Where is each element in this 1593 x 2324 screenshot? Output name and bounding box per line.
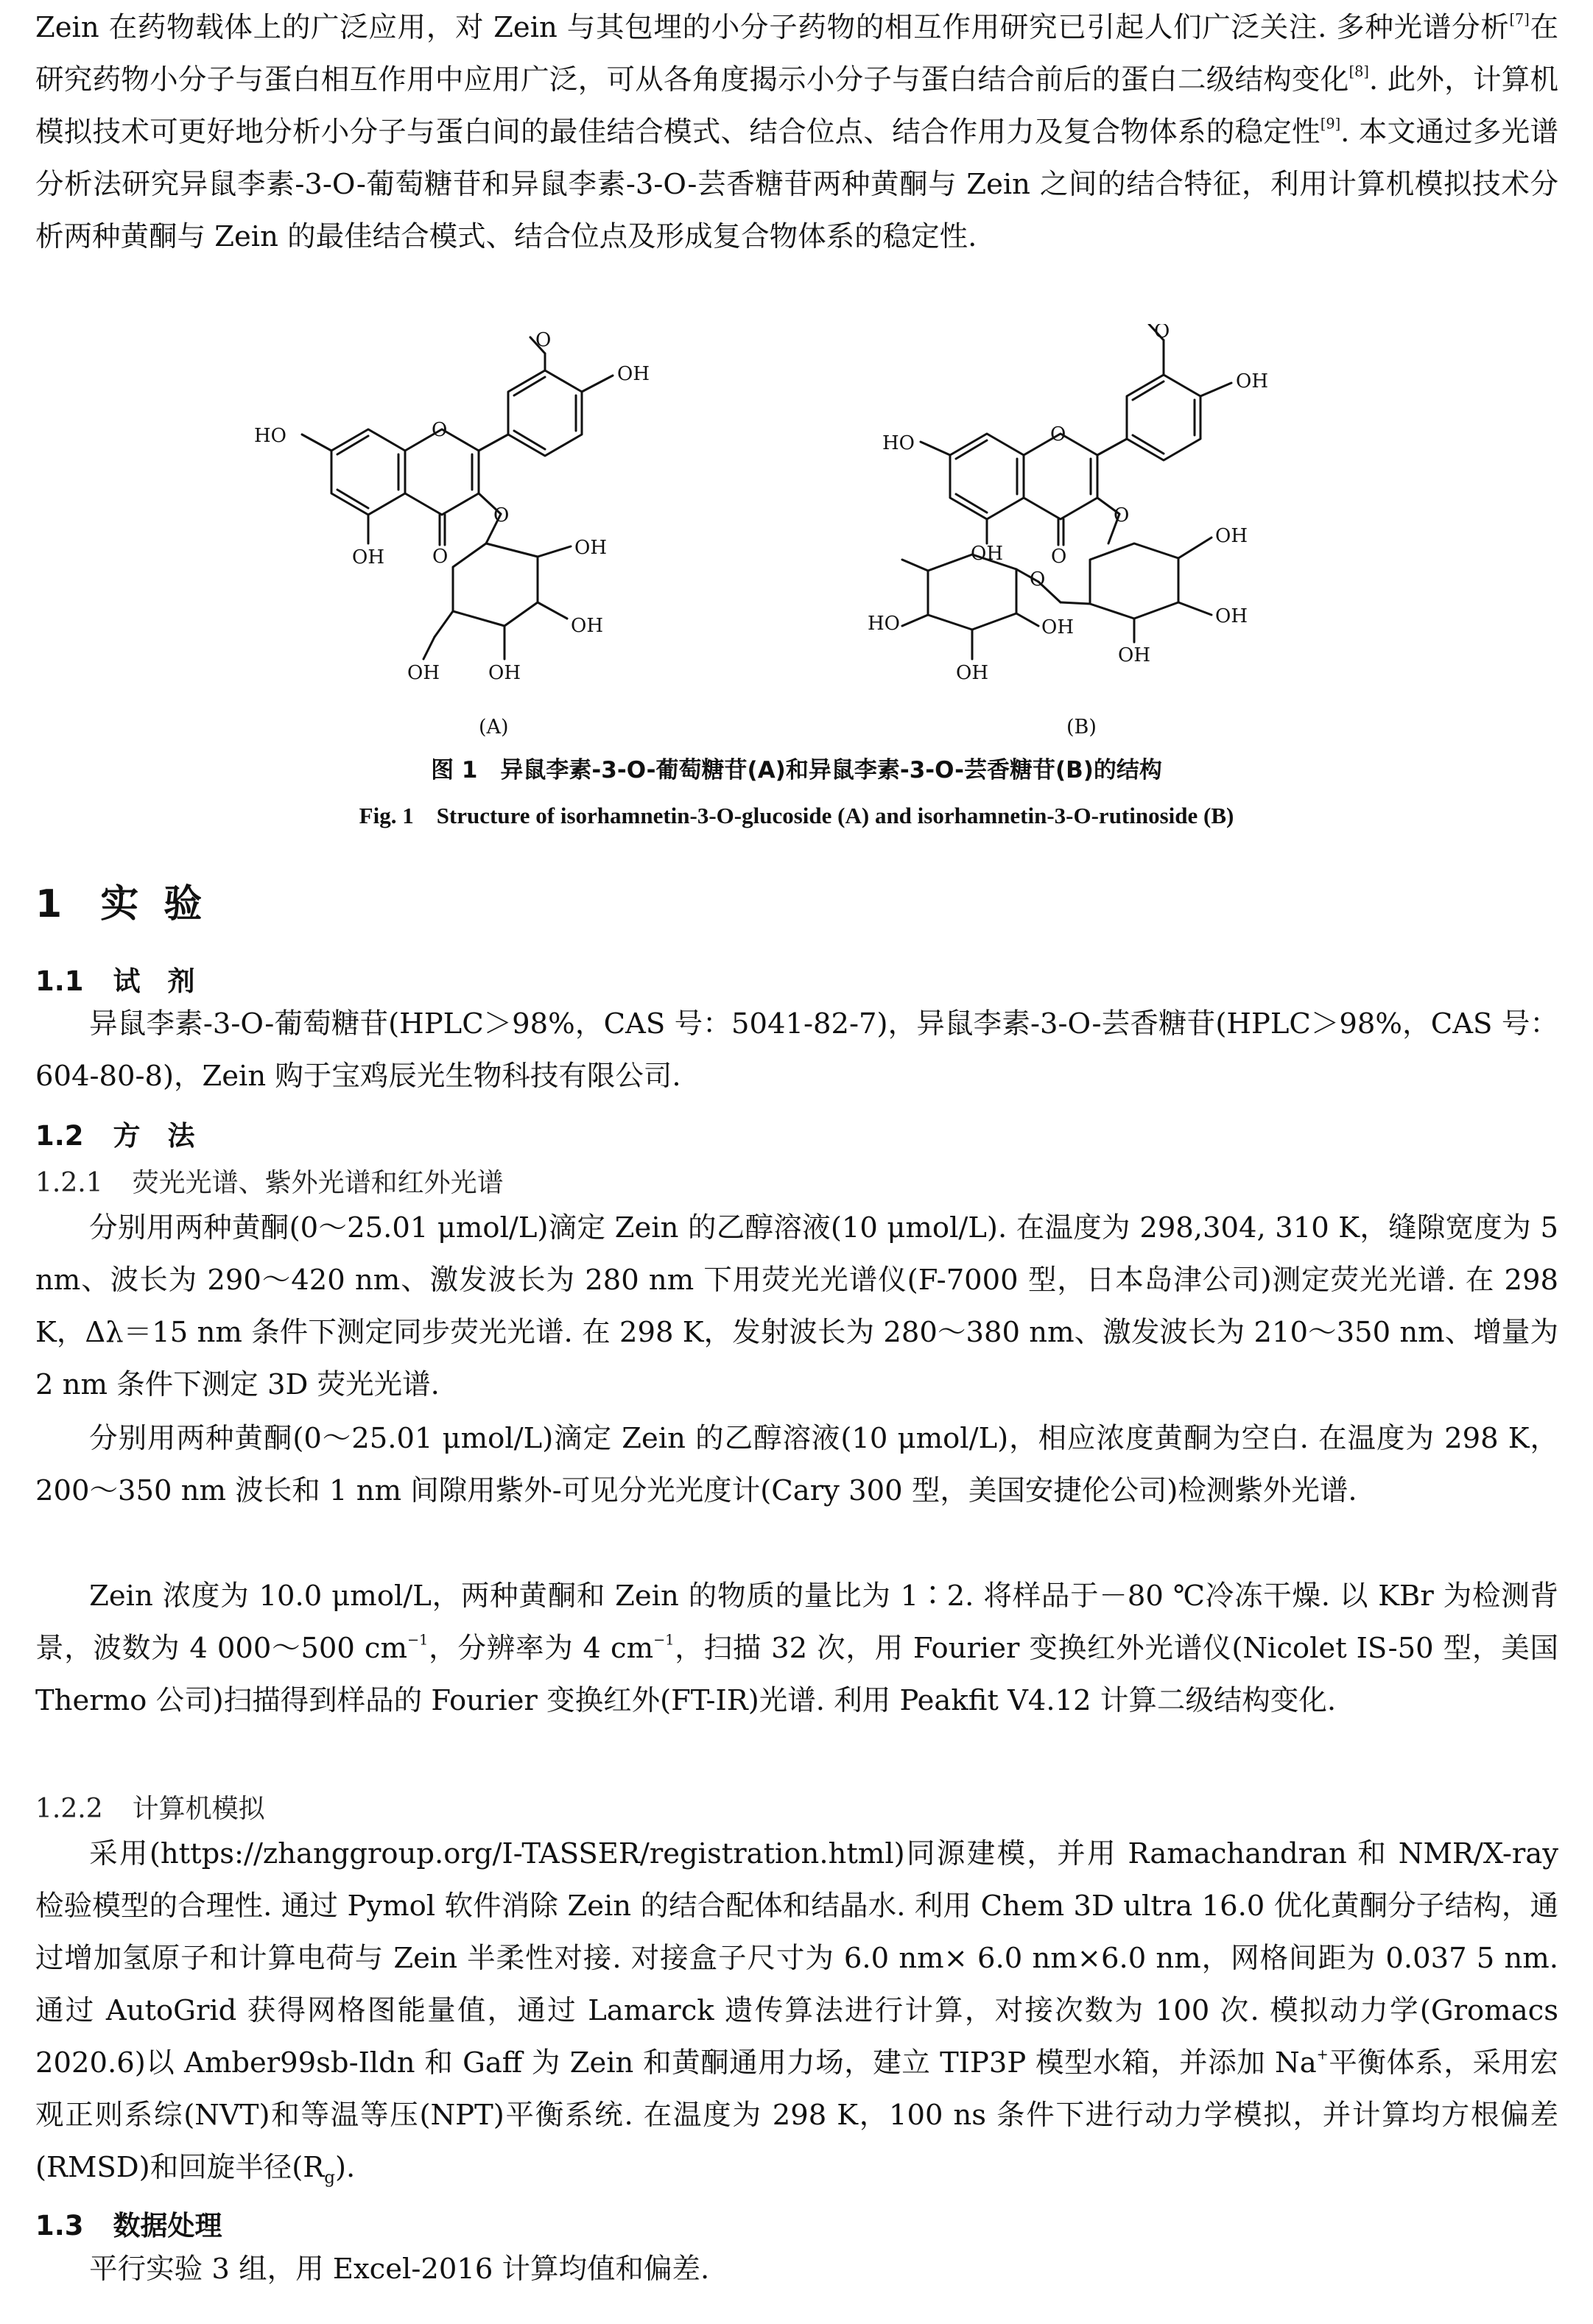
subsection-number: 1.2 [35, 1120, 84, 1152]
section-heading-1 [35, 873, 208, 928]
panel-label-a: (A) [479, 716, 509, 739]
simulation-text-a: 采用(https://zhanggroup.org/I-TASSER/registration.html)同源建模，并用 Ramachandran 和 NMR/X-ray 检验模型的合理性. 通过 Pymol 软件消除 Zein 的结合配体和结晶水. 利用 Chem 3D ultra 16.0 优化黄酮分子结构，通过增加氢原子和计算电荷与 Zein 半柔性对接. 对接盒子尺寸为 6.0 nm× 6.0 nm×6.0 nm，网格间距为 0.037 5 nm. 通过 AutoGrid 获得网格图能量值，通过 Lamarck 遗传算法进行计算，对接次数为 100 次. 模拟动力学(Gromacs 2020.6)以 Amber99sb-Ildn 和 Gaff 为 Zein 和黄酮通用力场，建立 TIP3P 模型水箱，并添加 Na [35, 1837, 1558, 2080]
intro-text-d: . 本文通过多光谱分析法研究异鼠李素-3-O-葡萄糖苷和异鼠李素-3-O-芸香糖苷两种黄酮与 Zein 之间的结合特征，利用计算机模拟技术分析两种黄酮与 Zein 的最佳结合模式、结合位点及形成复合物体系的稳定性. [35, 116, 1558, 253]
superscript: −1 [407, 1631, 429, 1649]
figure-1 [0, 324, 1593, 751]
subsection-number: 1.1 [35, 965, 84, 997]
method-paragraph-simulation [35, 1828, 1558, 2194]
section-number: 1 [35, 882, 68, 926]
intro-text-a: Zein 在药物载体上的广泛应用，对 Zein 与其包埋的小分子药物的相互作用研究已引起人们广泛关注. 多种光谱分析 [35, 11, 1510, 44]
atom-label: O [1030, 568, 1046, 591]
atom-label: O [1050, 423, 1066, 446]
subsubsection-number: 1.2.2 [35, 1794, 103, 1824]
data-processing-paragraph: 平行实验 3 组，用 Excel-2016 计算均值和偏差. [89, 2253, 710, 2286]
atom-label: OH [407, 662, 440, 684]
atom-label: OH [1118, 644, 1150, 666]
subsection-title: 数据处理 [113, 2210, 222, 2242]
panel-label-b: (B) [1066, 716, 1097, 739]
intro-text-c: . 此外，计算机模拟技术可更好地分析小分子与蛋白间的最佳结合模式、结合位点、结合作用力及复合物体系的稳定性 [35, 63, 1558, 149]
atom-label: O [535, 329, 552, 351]
structure-b-bonds [902, 324, 1231, 659]
atom-label: O [432, 546, 449, 568]
figure-caption-en: Fig. 1 Structure of isorhamnetin-3-O-glucoside (A) and isorhamnetin-3-O-rutinoside (B) [359, 803, 1234, 828]
atom-label: OH [352, 546, 384, 568]
figure-caption-cn: 图 1 异鼠李素-3-O-葡萄糖苷(A)和异鼠李素-3-O-芸香糖苷(B)的结构 [431, 757, 1162, 784]
superscript: + [1316, 2046, 1329, 2063]
subsubsection-title: 计算机模拟 [132, 1794, 265, 1824]
superscript: −1 [653, 1631, 675, 1649]
subsubsection-heading-1-2-2 [35, 1788, 265, 1825]
subsection-title: 试 剂 [113, 965, 195, 997]
structure-b-labels [868, 324, 1268, 684]
structure-a-labels [254, 329, 650, 684]
subsection-heading-1-2 [35, 1113, 195, 1153]
atom-label: OH [1041, 616, 1074, 638]
chemical-structures [0, 324, 1593, 751]
subsection-heading-1-1 [35, 959, 195, 999]
atom-label: O [1114, 504, 1130, 527]
atom-label: HO [882, 432, 915, 454]
atom-label: OH [1236, 370, 1268, 392]
citation-8[interactable]: [8] [1348, 63, 1369, 80]
atom-label: HO [254, 425, 286, 447]
subsubsection-number: 1.2.1 [35, 1168, 103, 1198]
simulation-text-b: 平衡体系，采用宏观正则系综(NVT)和等温等压(NPT)平衡系统. 在温度为 298 K，100 ns 条件下进行动力学模拟，并计算均方根偏差(RMSD)和回旋半径(R [35, 2046, 1558, 2184]
intro-text-b: 在研究药物小分子与蛋白相互作用中应用广泛，可从各角度揭示小分子与蛋白结合前后的蛋白二级结构变化 [35, 11, 1558, 96]
atom-label: HO [868, 613, 900, 635]
subsection-title: 方 法 [113, 1120, 195, 1152]
structure-a-bonds [302, 337, 613, 659]
subsubsection-heading-1-2-1 [35, 1162, 504, 1200]
method-paragraph-fluorescence: 分别用两种黄酮(0～25.01 μmol/L)滴定 Zein 的乙醇溶液(10 μmol/L). 在温度为 298,304, 310 K，缝隙宽度为 5 nm、波长为 290～420 nm、激发波长为 280 nm 下用荧光光谱仪(F-7000 型，日本岛津公司)测定荧光光谱. 在 298 K，Δλ＝15 nm 条件下测定同步荧光光谱. 在 298 K，发射波长为 280～380 nm、激发波长为 210～350 nm、增量为 2 nm 条件下测定 3D 荧光光谱. [35, 1211, 1558, 1401]
ftir-text-a: Zein 浓度为 10.0 μmol/L，两种黄酮和 Zein 的物质的量比为 1∶2. 将样品于－80 ℃冷冻干燥. 以 KBr 为检测背景，波数为 4 000～500 cm [35, 1580, 1558, 1665]
atom-label: OH [1215, 605, 1248, 627]
reagents-paragraph: 异鼠李素-3-O-葡萄糖苷(HPLC＞98%，CAS 号：5041-82-7)，异鼠李素-3-O-芸香糖苷(HPLC＞98%，CAS 号：604-80-8)，Zein 购于宝鸡辰光生物科技有限公司. [35, 1007, 1558, 1093]
atom-label: O [432, 419, 448, 441]
citation-7[interactable]: [7] [1509, 10, 1530, 28]
subsection-number: 1.3 [35, 2210, 84, 2242]
simulation-text-c: ). [335, 2151, 356, 2184]
section-title: 实 验 [100, 882, 208, 926]
atom-label: OH [956, 662, 988, 684]
method-paragraph-ftir [35, 1570, 1558, 1727]
intro-paragraph [35, 1, 1558, 263]
atom-label: O [1051, 546, 1067, 568]
citation-9[interactable]: [9] [1320, 115, 1341, 133]
atom-label: O [493, 504, 510, 527]
method-paragraph-uv: 分别用两种黄酮(0～25.01 μmol/L)滴定 Zein 的乙醇溶液(10 μmol/L)，相应浓度黄酮为空白. 在温度为 298 K，200～350 nm 波长和 1 nm 间隙用紫外-可见分光光度计(Cary 300 型，美国安捷伦公司)检测紫外光谱. [35, 1422, 1558, 1507]
atom-label: OH [488, 662, 521, 684]
subscript: g [324, 2168, 335, 2188]
ftir-text-b: ，分辨率为 4 cm [428, 1632, 654, 1665]
subsection-heading-1-3 [35, 2203, 222, 2243]
ftir-text-c: ，扫描 32 次，用 Fourier 变换红外光谱仪(Nicolet IS-50 型，美国 Thermo 公司)扫描得到样品的 Fourier 变换红外(FT-IR)光谱. 利用 Peakfit V4.12 计算二级结构变化. [35, 1632, 1559, 1717]
atom-label: OH [574, 537, 607, 559]
atom-label: OH [1215, 525, 1248, 547]
subsubsection-title: 荧光光谱、紫外光谱和红外光谱 [132, 1168, 504, 1198]
atom-label: OH [971, 543, 1003, 565]
atom-label: OH [617, 363, 650, 385]
atom-label: O [1154, 324, 1170, 342]
atom-label: OH [571, 615, 603, 637]
